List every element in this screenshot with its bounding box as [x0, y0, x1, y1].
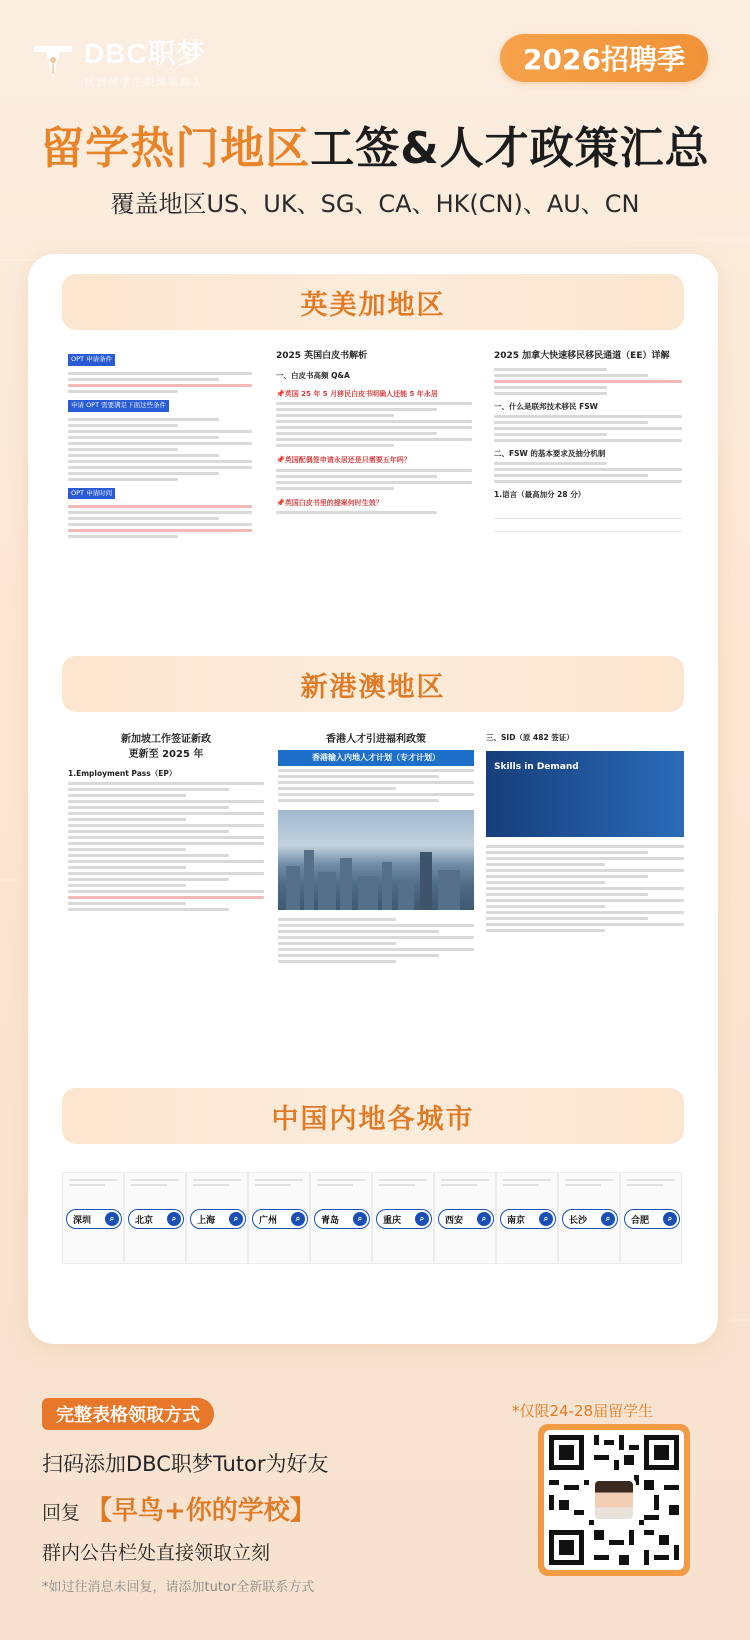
search-icon: ⌕ — [229, 1212, 243, 1226]
sg-doc-subtitle: 更新至 2025 年 — [128, 749, 204, 760]
hk-doc-banner: 香港输入内地人才计划（专才计划） — [278, 750, 474, 766]
city-card-changsha[interactable] — [558, 1172, 620, 1264]
eligibility-note: *仅限24-28届留学生 — [512, 1402, 654, 1420]
step-2-prefix: 回复 — [42, 1502, 81, 1524]
search-icon: ⌕ — [539, 1212, 553, 1226]
content-card — [28, 254, 718, 1344]
claim-method-badge: 完整表格领取方式 — [42, 1398, 214, 1430]
hk-doc-title: 香港人才引进福利政策 — [326, 734, 426, 745]
search-icon: ⌕ — [663, 1212, 677, 1226]
ca-language-table — [494, 505, 682, 532]
city-card-beijing[interactable] — [124, 1172, 186, 1264]
city-label: 深圳 — [73, 1215, 92, 1226]
instruction-step-2 — [42, 1490, 316, 1527]
ca-doc-heading-2: 二、FSW 的基本要求及抽分机制 — [494, 448, 606, 458]
city-label: 青岛 — [321, 1215, 340, 1226]
uk-doc-q3: 📌英国白皮书里的提案何时生效？ — [276, 498, 383, 507]
city-label: 长沙 — [569, 1215, 588, 1226]
search-icon: ⌕ — [353, 1212, 367, 1226]
city-card-chongqing[interactable] — [372, 1172, 434, 1264]
city-card-xian[interactable] — [434, 1172, 496, 1264]
reply-keyword: 【早鸟+你的学校】 — [86, 1496, 316, 1526]
search-icon: ⌕ — [167, 1212, 181, 1226]
brand-tagline: 找到留学生职场领路人 — [84, 78, 204, 89]
city-label: 北京 — [135, 1215, 154, 1226]
tutor-avatar — [592, 1478, 636, 1522]
sg-doc-title: 新加坡工作签证新政 — [121, 734, 211, 745]
pen-nib-logo-icon — [30, 38, 76, 84]
hong-kong-skyline-image — [278, 810, 474, 910]
footnote: *如过往消息未回复，请添加tutor全新联系方式 — [42, 1580, 315, 1595]
city-label: 合肥 — [631, 1215, 650, 1226]
instruction-step-1: 扫码添加DBC职梦Tutor为好友 — [42, 1452, 329, 1476]
doc-thumbnail-hong-kong[interactable] — [278, 732, 474, 1050]
city-label: 重庆 — [383, 1215, 402, 1226]
city-label: 西安 — [445, 1215, 464, 1226]
city-label: 上海 — [197, 1215, 216, 1226]
search-icon: ⌕ — [601, 1212, 615, 1226]
ca-doc-heading-3: 1.语言（最高加分 28 分） — [494, 490, 586, 499]
city-card-qingdao[interactable] — [310, 1172, 372, 1264]
ca-doc-title: 2025 加拿大快速移民移民通道（EE）详解 — [494, 351, 670, 361]
search-icon: ⌕ — [415, 1212, 429, 1226]
page-title — [0, 112, 750, 176]
search-icon: ⌕ — [477, 1212, 491, 1226]
city-card-shenzhen[interactable] — [62, 1172, 124, 1264]
au-doc-heading: 三、SID（原 482 签证） — [486, 733, 574, 742]
doc-thumbnail-opt[interactable] — [68, 350, 252, 650]
title-part-2: 工签&人才政策汇总 — [310, 123, 710, 174]
city-label: 广州 — [259, 1215, 278, 1226]
uk-doc-q1: 📌英国 25 年 5 月移民白皮书明确人还能 5 年永居 — [276, 389, 438, 398]
city-card-hefei[interactable] — [620, 1172, 682, 1264]
section-header-sg-hk-au: 新港澳地区 — [62, 656, 684, 712]
opt-tag-requirements: 申请 OPT 需要满足下面这些条件 — [68, 400, 169, 412]
doc-thumbnail-canada-ee[interactable] — [494, 350, 682, 650]
qr-code[interactable] — [544, 1430, 684, 1570]
skills-in-demand-title: Skills in Demand — [494, 762, 579, 773]
page-subtitle: 覆盖地区US、UK、SG、CA、HK(CN)、AU、CN — [110, 190, 640, 218]
section-header-china: 中国内地各城市 — [62, 1088, 684, 1144]
city-label: 南京 — [507, 1215, 526, 1226]
search-icon: ⌕ — [291, 1212, 305, 1226]
search-icon: ⌕ — [105, 1212, 119, 1226]
opt-tag-timing: OPT 申请时间 — [68, 488, 115, 500]
season-badge: 2026招聘季 — [500, 34, 708, 82]
doc-thumbnail-uk-white-paper[interactable] — [276, 350, 472, 650]
opt-tag-conditions: OPT 申请条件 — [68, 354, 115, 366]
city-card-nanjing[interactable] — [496, 1172, 558, 1264]
sg-doc-heading: 1.Employment Pass（EP） — [68, 769, 177, 778]
uk-doc-heading: 一、白皮书高频 Q&A — [276, 370, 350, 380]
city-card-guangzhou[interactable] — [248, 1172, 310, 1264]
city-thumbnail-strip — [62, 1172, 684, 1264]
doc-thumbnail-singapore[interactable] — [68, 732, 264, 1050]
qr-code-frame[interactable] — [538, 1424, 690, 1576]
city-card-shanghai[interactable] — [186, 1172, 248, 1264]
uk-doc-title: 2025 英国白皮书解析 — [276, 351, 368, 361]
brand-logo — [30, 32, 206, 89]
instruction-step-3: 群内公告栏处直接领取立刻 — [42, 1542, 271, 1564]
doc-thumbnail-australia-sid[interactable] — [486, 732, 684, 1050]
section-header-us-uk-ca: 英美加地区 — [62, 274, 684, 330]
skills-in-demand-card — [486, 751, 684, 837]
ca-doc-heading-1: 一、什么是联邦技术移民 FSW — [494, 401, 598, 411]
brand-name: DBC职梦 — [84, 38, 206, 69]
title-part-1: 留学热门地区 — [40, 123, 311, 174]
uk-doc-q2: 📌英国配偶签申请永居还是只需要五年吗？ — [276, 456, 411, 465]
